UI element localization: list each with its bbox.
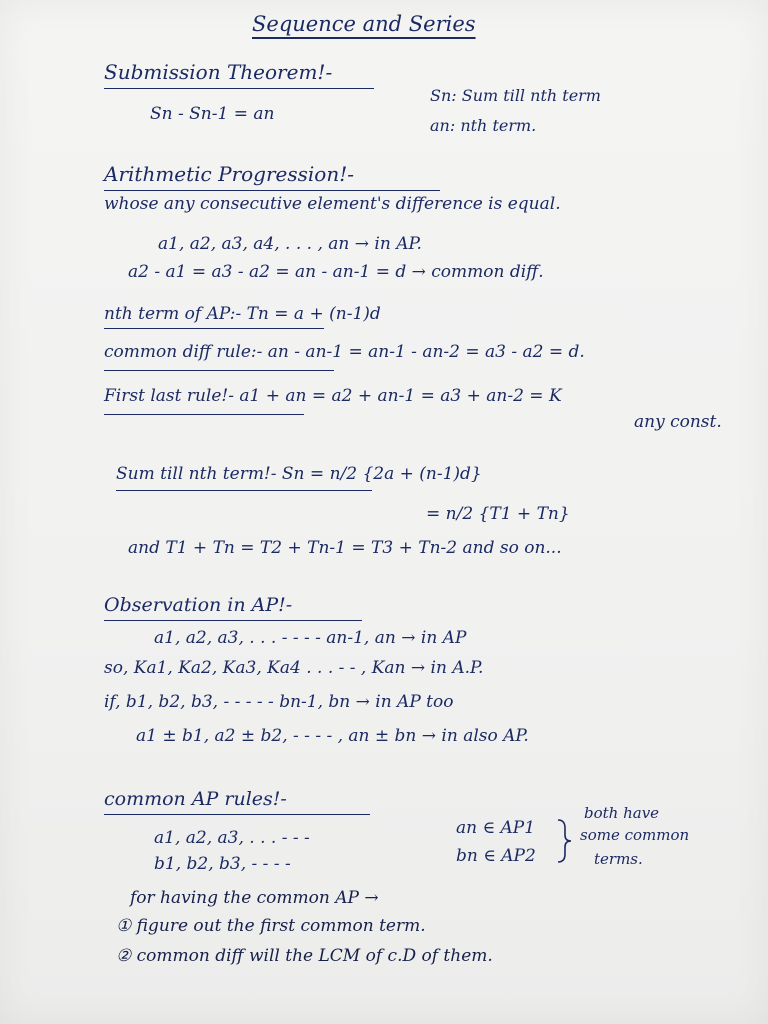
common-ap-note-line-3: terms. [594,850,643,868]
observation-line-3: if, b1, b2, b3, - - - - - bn-1, bn → in AP too [104,692,454,712]
heading-underline [104,328,324,329]
submission-note-term: an: nth term. [430,116,537,135]
submission-theorem-heading: Submission Theorem!- [104,60,333,84]
sum-line-2: = n/2 {T1 + Tn} [426,504,570,524]
heading-underline [104,370,334,371]
submission-note-sum: Sn: Sum till nth term [430,86,601,105]
page-title: Sequence and Series [252,12,476,36]
common-ap-line-5: ② common diff will the LCM of c.D of them. [116,946,493,966]
ap-first-last-rule: First last rule!- a1 + an = a2 + an-1 = a3 + an-2 = K [104,386,562,406]
heading-underline [104,814,370,815]
sum-line-1: Sum till nth term!- Sn = n/2 {2a + (n-1)d} [116,464,482,484]
observation-line-1: a1, a2, a3, . . . - - - - an-1, an → in AP [154,628,467,648]
ap-nth-term: nth term of AP:- Tn = a + (n-1)d [104,304,381,324]
ap-heading: Arithmetic Progression!- [104,162,355,186]
ap-sequence: a1, a2, a3, a4, . . . , an → in AP. [158,234,422,254]
common-ap-line-4: ① figure out the first common term. [116,916,426,936]
heading-underline [104,620,362,621]
ap-first-last-note: any const. [634,412,722,432]
submission-formula: Sn - Sn-1 = an [150,104,275,124]
ap-common-diff-rule: common diff rule:- an - an-1 = an-1 - an-2 = a3 - a2 = d. [104,342,585,362]
common-ap-line-2-right: bn ∈ AP2 [456,846,536,866]
ap-definition: whose any consecutive element's difference is equal. [104,194,561,214]
heading-underline [104,190,440,191]
observation-heading: Observation in AP!- [104,594,293,616]
observation-line-4: a1 ± b1, a2 ± b2, - - - - , an ± bn → in also AP. [136,726,529,746]
observation-line-2: so, Ka1, Ka2, Ka3, Ka4 . . . - - , Kan → in A.P. [104,658,484,678]
heading-underline [104,88,374,89]
common-ap-line-1: a1, a2, a3, . . . - - - [154,828,310,848]
common-ap-note-line-2: some common [580,826,690,844]
sum-line-3: and T1 + Tn = T2 + Tn-1 = T3 + Tn-2 and so on... [128,538,562,558]
common-ap-line-2: b1, b2, b3, - - - - [154,854,291,874]
common-ap-note-line-1: both have [584,804,660,822]
heading-underline [116,490,372,491]
heading-underline [104,414,304,415]
curly-brace-icon [556,818,572,864]
common-ap-line-1-right: an ∈ AP1 [456,818,536,838]
common-ap-heading: common AP rules!- [104,788,287,810]
ap-common-diff-equation: a2 - a1 = a3 - a2 = an - an-1 = d → common diff. [128,262,544,282]
common-ap-line-3: for having the common AP → [130,888,379,908]
